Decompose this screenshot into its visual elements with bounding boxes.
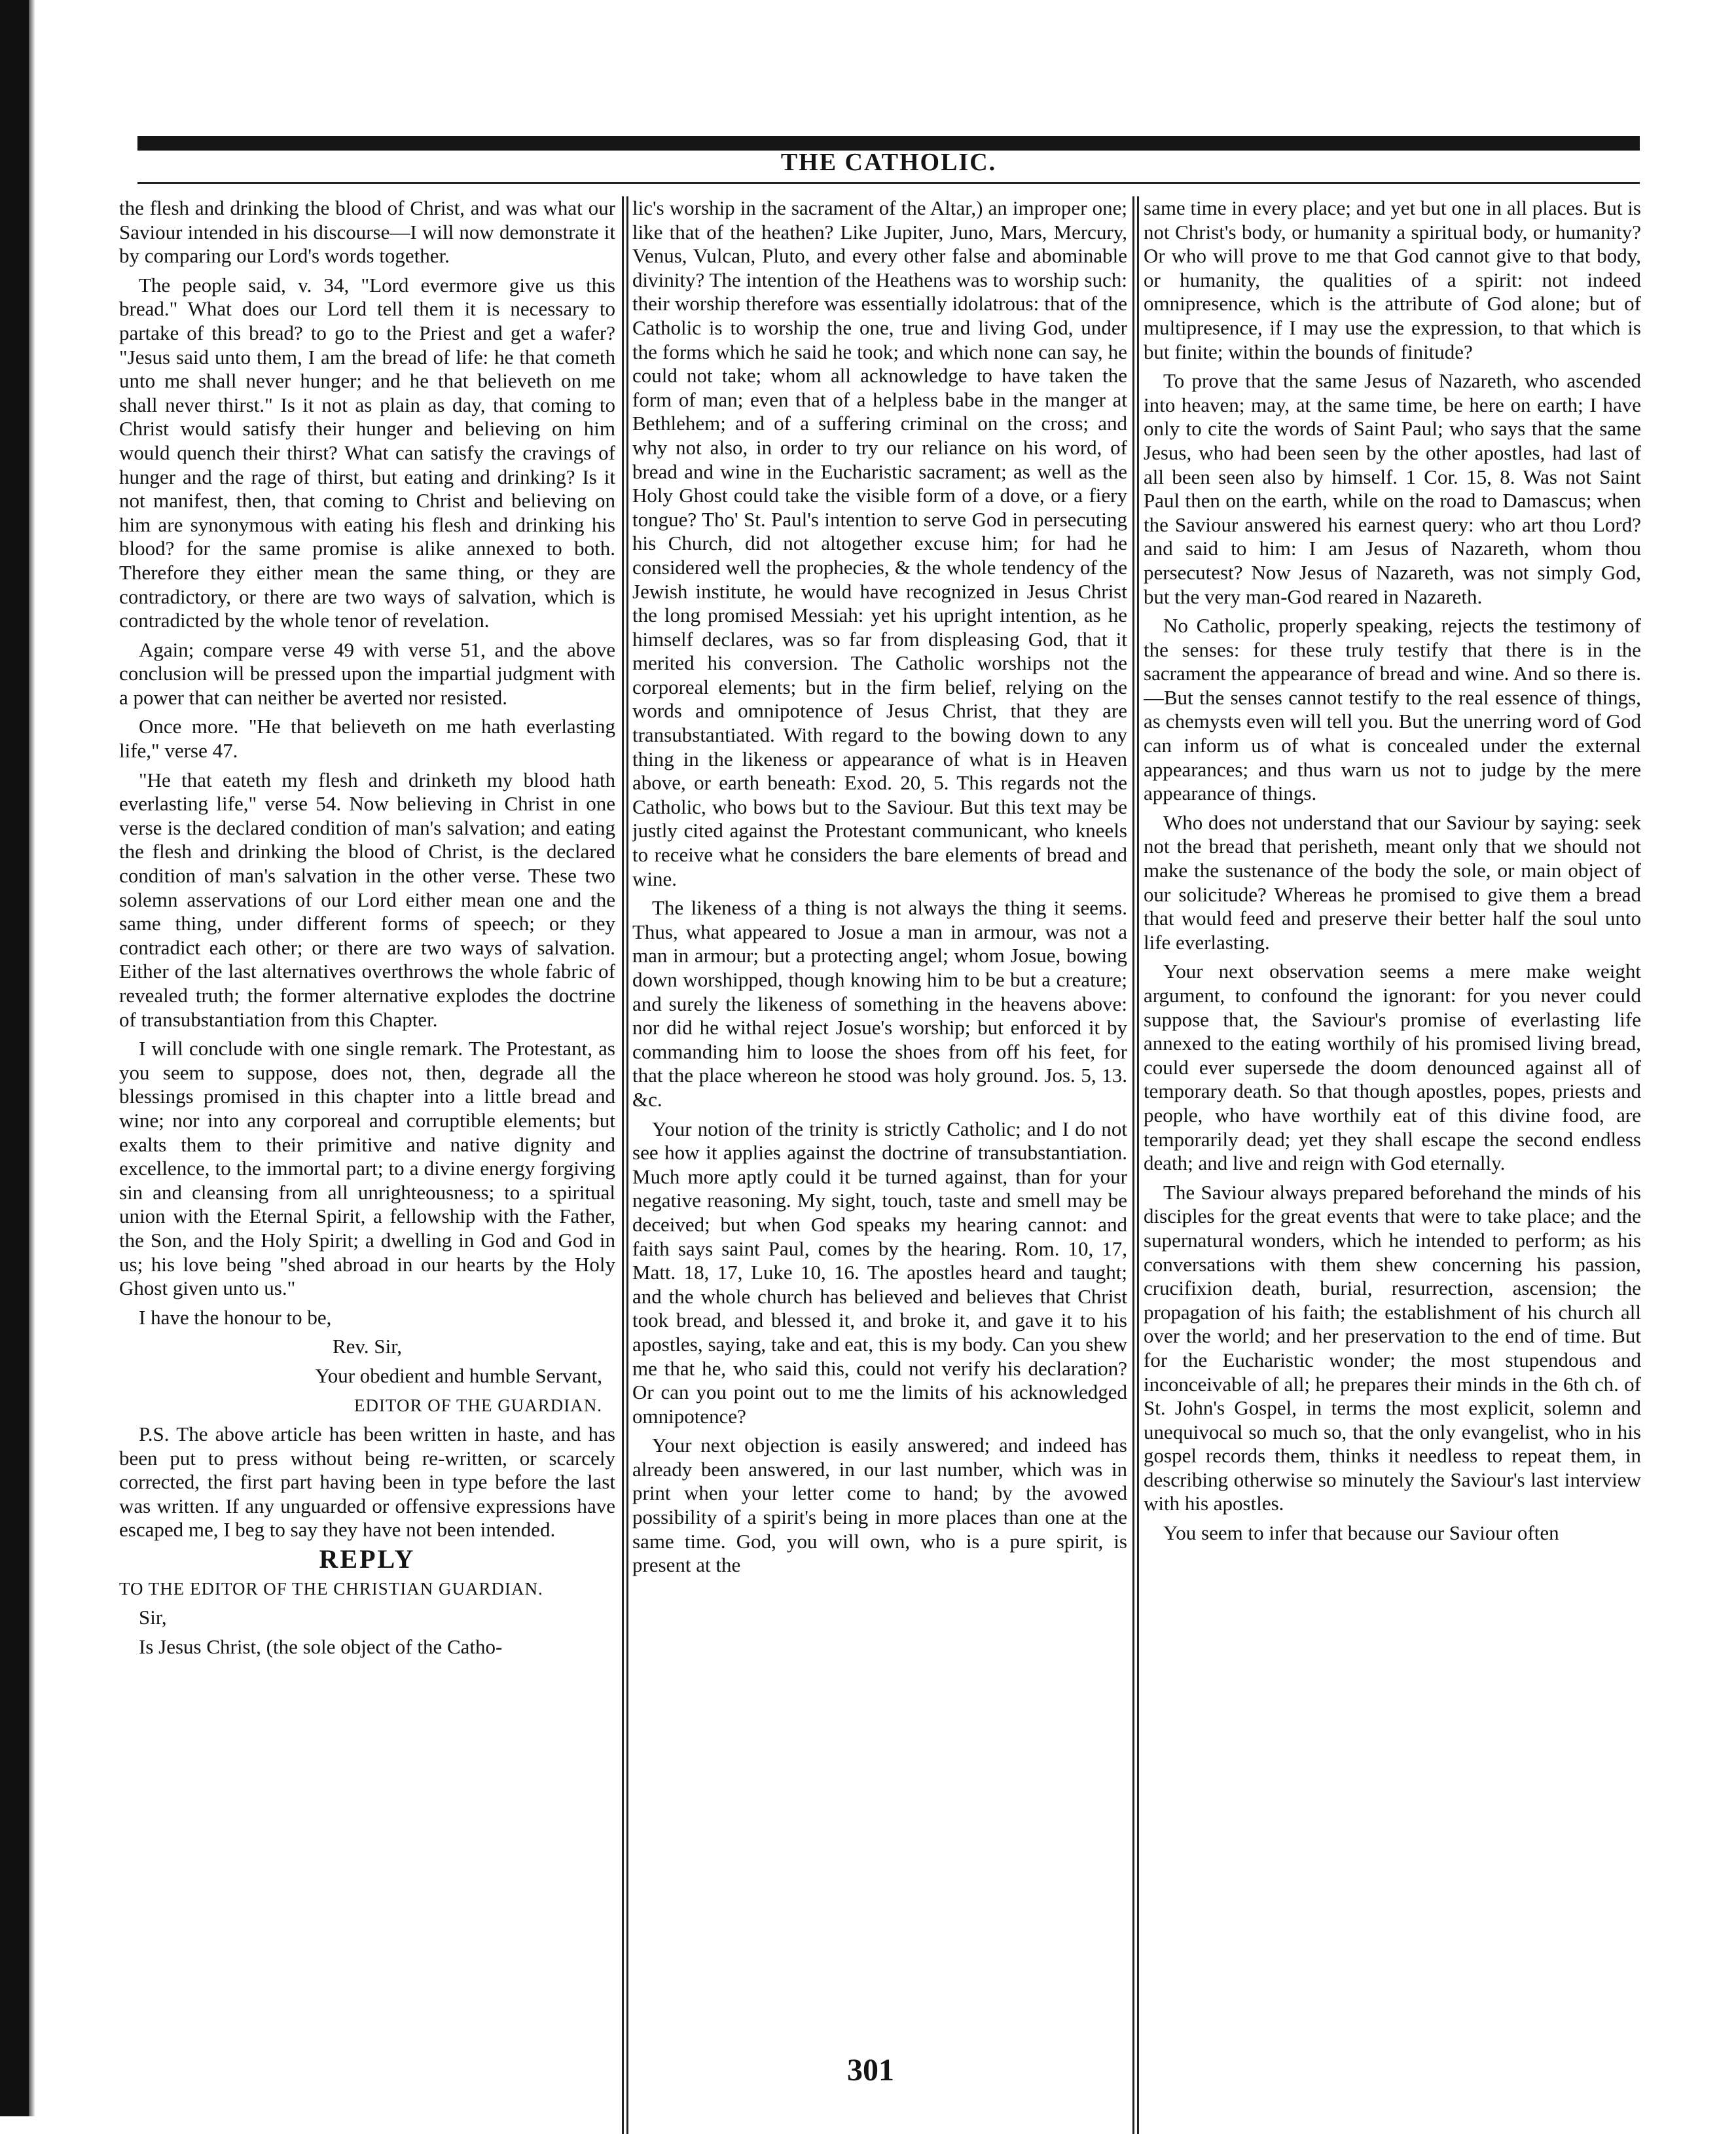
page-number: 301: [847, 2053, 894, 2088]
paragraph: The Saviour always prepared beforehand the minds of his disciples for the great events that were to take place; and the supernatural wonders, which he intended to perform; as his conversations with them shew concerning his passion, crucifixion death, burial, resurrection, ascension; the propagation of his faith; the establishment of his church all over the world; and her preservation to the end of time. But for the Eucharistic wonder; the most stupendous and inconceivable of all; he prepares their minds in the 6th ch. of St. John's Gospel, in terms the most explicit, solemn and unequivocal so much so, that the only evangelist, who in his gospel records them, thinks it needless to repeat them, in describing otherwise so minutely the Saviour's last interview with his apostles.: [1144, 1180, 1641, 1515]
paragraph: The likeness of a thing is not always the thing it seems. Thus, what appeared to Josue a man in armour, was not a man in armour; but a protecting angel; whom Josue, bowing down worshipped, though knowing him to be but a creature; and surely the likeness of something in the heavens above: nor did he withal reject Josue's worship; but enforced it by commanding him to loose the shoes from off his feet, for that the place whereon he stood was holy ground. Jos. 5, 13. &c.: [632, 896, 1127, 1111]
paragraph: You seem to infer that because our Saviour often: [1163, 1521, 1559, 1545]
paragraph: Who does not understand that our Saviour by saying: seek not the bread that perisheth, meant only that we should not make the sustenance of the body the sole, or main object of our solicitude? Whereas he promised to give them a bread that would feed and preserve their better half the soul unto life everlasting.: [1144, 810, 1641, 954]
reply-address: TO THE EDITOR OF THE CHRISTIAN GUARDIAN.: [119, 1578, 543, 1599]
column-divider: [622, 196, 624, 2134]
column-divider: [1137, 196, 1139, 2134]
running-title: THE CATHOLIC.: [780, 149, 997, 176]
paragraph: Again; compare verse 49 with verse 51, and the above conclusion will be pressed upon the impartial judgment with a power that can neither be averted nor resisted.: [119, 638, 615, 709]
paragraph: the flesh and drinking the blood of Christ, and was what our Saviour intended in his discourse—I will now demonstrate it by comparing our Lord's words together.: [119, 196, 615, 268]
paragraph: same time in every place; and yet but one in all places. But is not Christ's body, or humanity a spiritual body, or humanity? Or who will prove to me that God cannot give to that body, or humanity, the qualities of a spirit: not indeed omnipresence, which is the attribute of God alone; but of multipresence, if I may use the expression, to that which is but finite; within the bounds of finitude?: [1144, 196, 1641, 363]
signature: EDITOR OF THE GUARDIAN.: [354, 1395, 602, 1415]
closing-line: I have the honour to be,: [139, 1305, 332, 1329]
paragraph: To prove that the same Jesus of Nazareth, who ascended into heaven; may, at the same time, be here on earth; I have only to cite the words of Saint Paul; who says that the same Jesus, who had been seen by the other apostles, had last of all been seen also by himself. 1 Cor. 15, 8. Was not Saint Paul then on the earth, while on the road to Damascus; when the Saviour answered his earnest query: who art thou Lord? and said to him: I am Jesus of Nazareth, whom thou persecutest? Now Jesus of Nazareth, was not simply God, but the very man-God reared in Nazareth.: [1144, 369, 1641, 608]
reply-heading: REPLY: [319, 1544, 416, 1574]
paragraph: "He that eateth my flesh and drinketh my blood hath everlasting life," verse 54. Now believing in Christ in one verse is the declared condition of man's salvation; and eating the flesh and drinking the blood of Christ, is the declared condition of man's salvation in the other verse. These two solemn asservations of our Lord either mean one and the same thing, under different forms of speech; or they contradict each other; or there are two ways of salvation. Either of the last alternatives overthrows the whole fabric of revealed truth; the former alternative explodes the doctrine of transubstantiation from this Chapter.: [119, 768, 615, 1031]
paragraph: Your notion of the trinity is strictly Catholic; and I do not see how it applies against the doctrine of transubstantiation. Much more aptly could it be turned against, than for your negative reasoning. My sight, touch, taste and smell may be deceived; but when God speaks my hearing cannot: and faith says saint Paul, comes by the hearing. Rom. 10, 17, Matt. 18, 17, Luke 10, 16. The apostles heard and taught; and the whole church has believed and believes that Christ took bread, and blessed it, and broke it, and gave it to his apostles, saying, take and eat, this is my body. Can you shew me that he, who said this, could not verify his declaration? Or can you point out to me the limits of his acknowledged omnipotence?: [632, 1117, 1127, 1428]
paragraph: I will conclude with one single remark. The Protestant, as you seem to suppose, does not, then, degrade all the blessings promised in this chapter into a little bread and wine; nor into any corporeal and corruptible elements; but exalts them to their primitive and native dignity and excellence, to the immortal part; to a divine energy forgiving sin and cleansing from all unrighteousness; to a spiritual union with the Eternal Spirit, a fellowship with the Father, the Son, and the Holy Spirit; a dwelling in God and God in us; his love being "shed abroad in our hearts by the Holy Ghost given unto us.": [119, 1037, 615, 1300]
header-rule-thin: [137, 182, 1640, 184]
paragraph: Once more. "He that believeth on me hath everlasting life," verse 47.: [119, 715, 615, 763]
column-divider: [626, 196, 628, 2134]
paragraph: Your next observation seems a mere make weight argument, to confound the ignorant: for you never could suppose that, the Saviour's promise of everlasting life annexed to the eating worthily of his promised living bread, could ever supersede the doom denounced against all of temporary death. So that though apostles, popes, priests and people, who have worthily eat of this divine food, are temporarily dead; yet they shall escape the second endless death; and live and reign with God eternally.: [1144, 960, 1641, 1175]
postscript: P.S. The above article has been written in haste, and has been put to press without being re-written, or scarcely corrected, the first part having been in type before the last was written. If any unguarded or offensive expressions have escaped me, I beg to say they have not been intended.: [119, 1422, 615, 1542]
column-middle: [632, 196, 1127, 2101]
page-binding-shadow: [0, 0, 29, 2116]
paragraph: Is Jesus Christ, (the sole object of the Catho-: [139, 1635, 503, 1658]
paragraph: No Catholic, properly speaking, rejects the testimony of the senses: for these truly testify that there is in the sacrament the appearance of bread and wine. And so there is.—But the senses cannot testify to the real essence of things, as chemysts even will tell you. But the unerring word of God can inform us of what is concealed under the external appearances; and thus warn us not to judge by the mere appearance of things.: [1144, 614, 1641, 805]
salutation: Rev. Sir,: [332, 1335, 403, 1358]
valediction: Your obedient and humble Servant,: [315, 1364, 602, 1387]
page-binding-edge: [29, 0, 35, 2116]
paragraph: lic's worship in the sacrament of the Altar,) an improper one; like that of the heathen? Like Jupiter, Juno, Mars, Mercury, Venus, Vulcan, Pluto, and every other false and abominable divinity? The intention of the Heathens was to worship such: their worship therefore was essentially idolatrous: that of the Catholic is to worship the one, true and living God, under the forms which he said he took; and which none can say, he could not take; whom all acknowledge to have taken the form of man; even that of a helpless babe in the manger at Bethlehem; and of a suffering criminal on the cross; and why not also, in order to try our reliance on his word, of bread and wine in the Eucharistic sacrament; as well as the Holy Ghost could take the visible form of a dove, or a fiery tongue? Tho' St. Paul's intention to serve God in persecuting his Church, did not altogether excuse him; for had he considered well the prophecies, & the whole tendency of the Jewish institute, he would have recognized in Jesus Christ the long promised Messiah: yet his upright intention, as he himself declares, was so far from displeasing God, that it merited his conversion. The Catholic worships not the corporeal elements; but in the firm belief, relying on the words and omnipotence of Jesus Christ, that they are transubstantiated. With regard to the bowing down to any thing in the likeness or appearance of what is in Heaven above, or earth beneath: Exod. 20, 5. This regards not the Catholic, who bows but to the Saviour. But this text may be justly cited against the Protestant communicant, who kneels to receive what he considers the bare elements of bread and wine.: [632, 196, 1127, 890]
paragraph: The people said, v. 34, "Lord evermore give us this bread." What does our Lord tell them it is necessary to partake of this bread? to go to the Priest and get a wafer? "Jesus said unto them, I am the bread of life: he that cometh unto me shall never hunger; and he that believeth on me shall never thirst." Is it not as plain as day, that coming to Christ would satisfy their hunger and believing on him would quench their thirst? What can satisfy the cravings of hunger and the rage of thirst, but eating and drinking? Is it not manifest, then, that coming to Christ and believing on him are synonymous with eating his flesh and drinking his blood? for the same promise is alike annexed to both. Therefore they either mean the same thing, or they are contradictory, or there are two ways of salvation, which is contradicted by the whole tenor of revelation.: [119, 273, 615, 632]
reply-sir: Sir,: [139, 1606, 167, 1629]
paragraph: Your next objection is easily answered; and indeed has already been answered, in our last number, which was in print when your letter come to hand; by the avowed possibility of a spirit's being in more places than one at the same time. God, you will own, who is a pure spirit, is present at the: [632, 1434, 1127, 1577]
column-divider: [1132, 196, 1134, 2134]
column-left: [119, 196, 615, 2101]
column-right: [1144, 196, 1641, 2101]
